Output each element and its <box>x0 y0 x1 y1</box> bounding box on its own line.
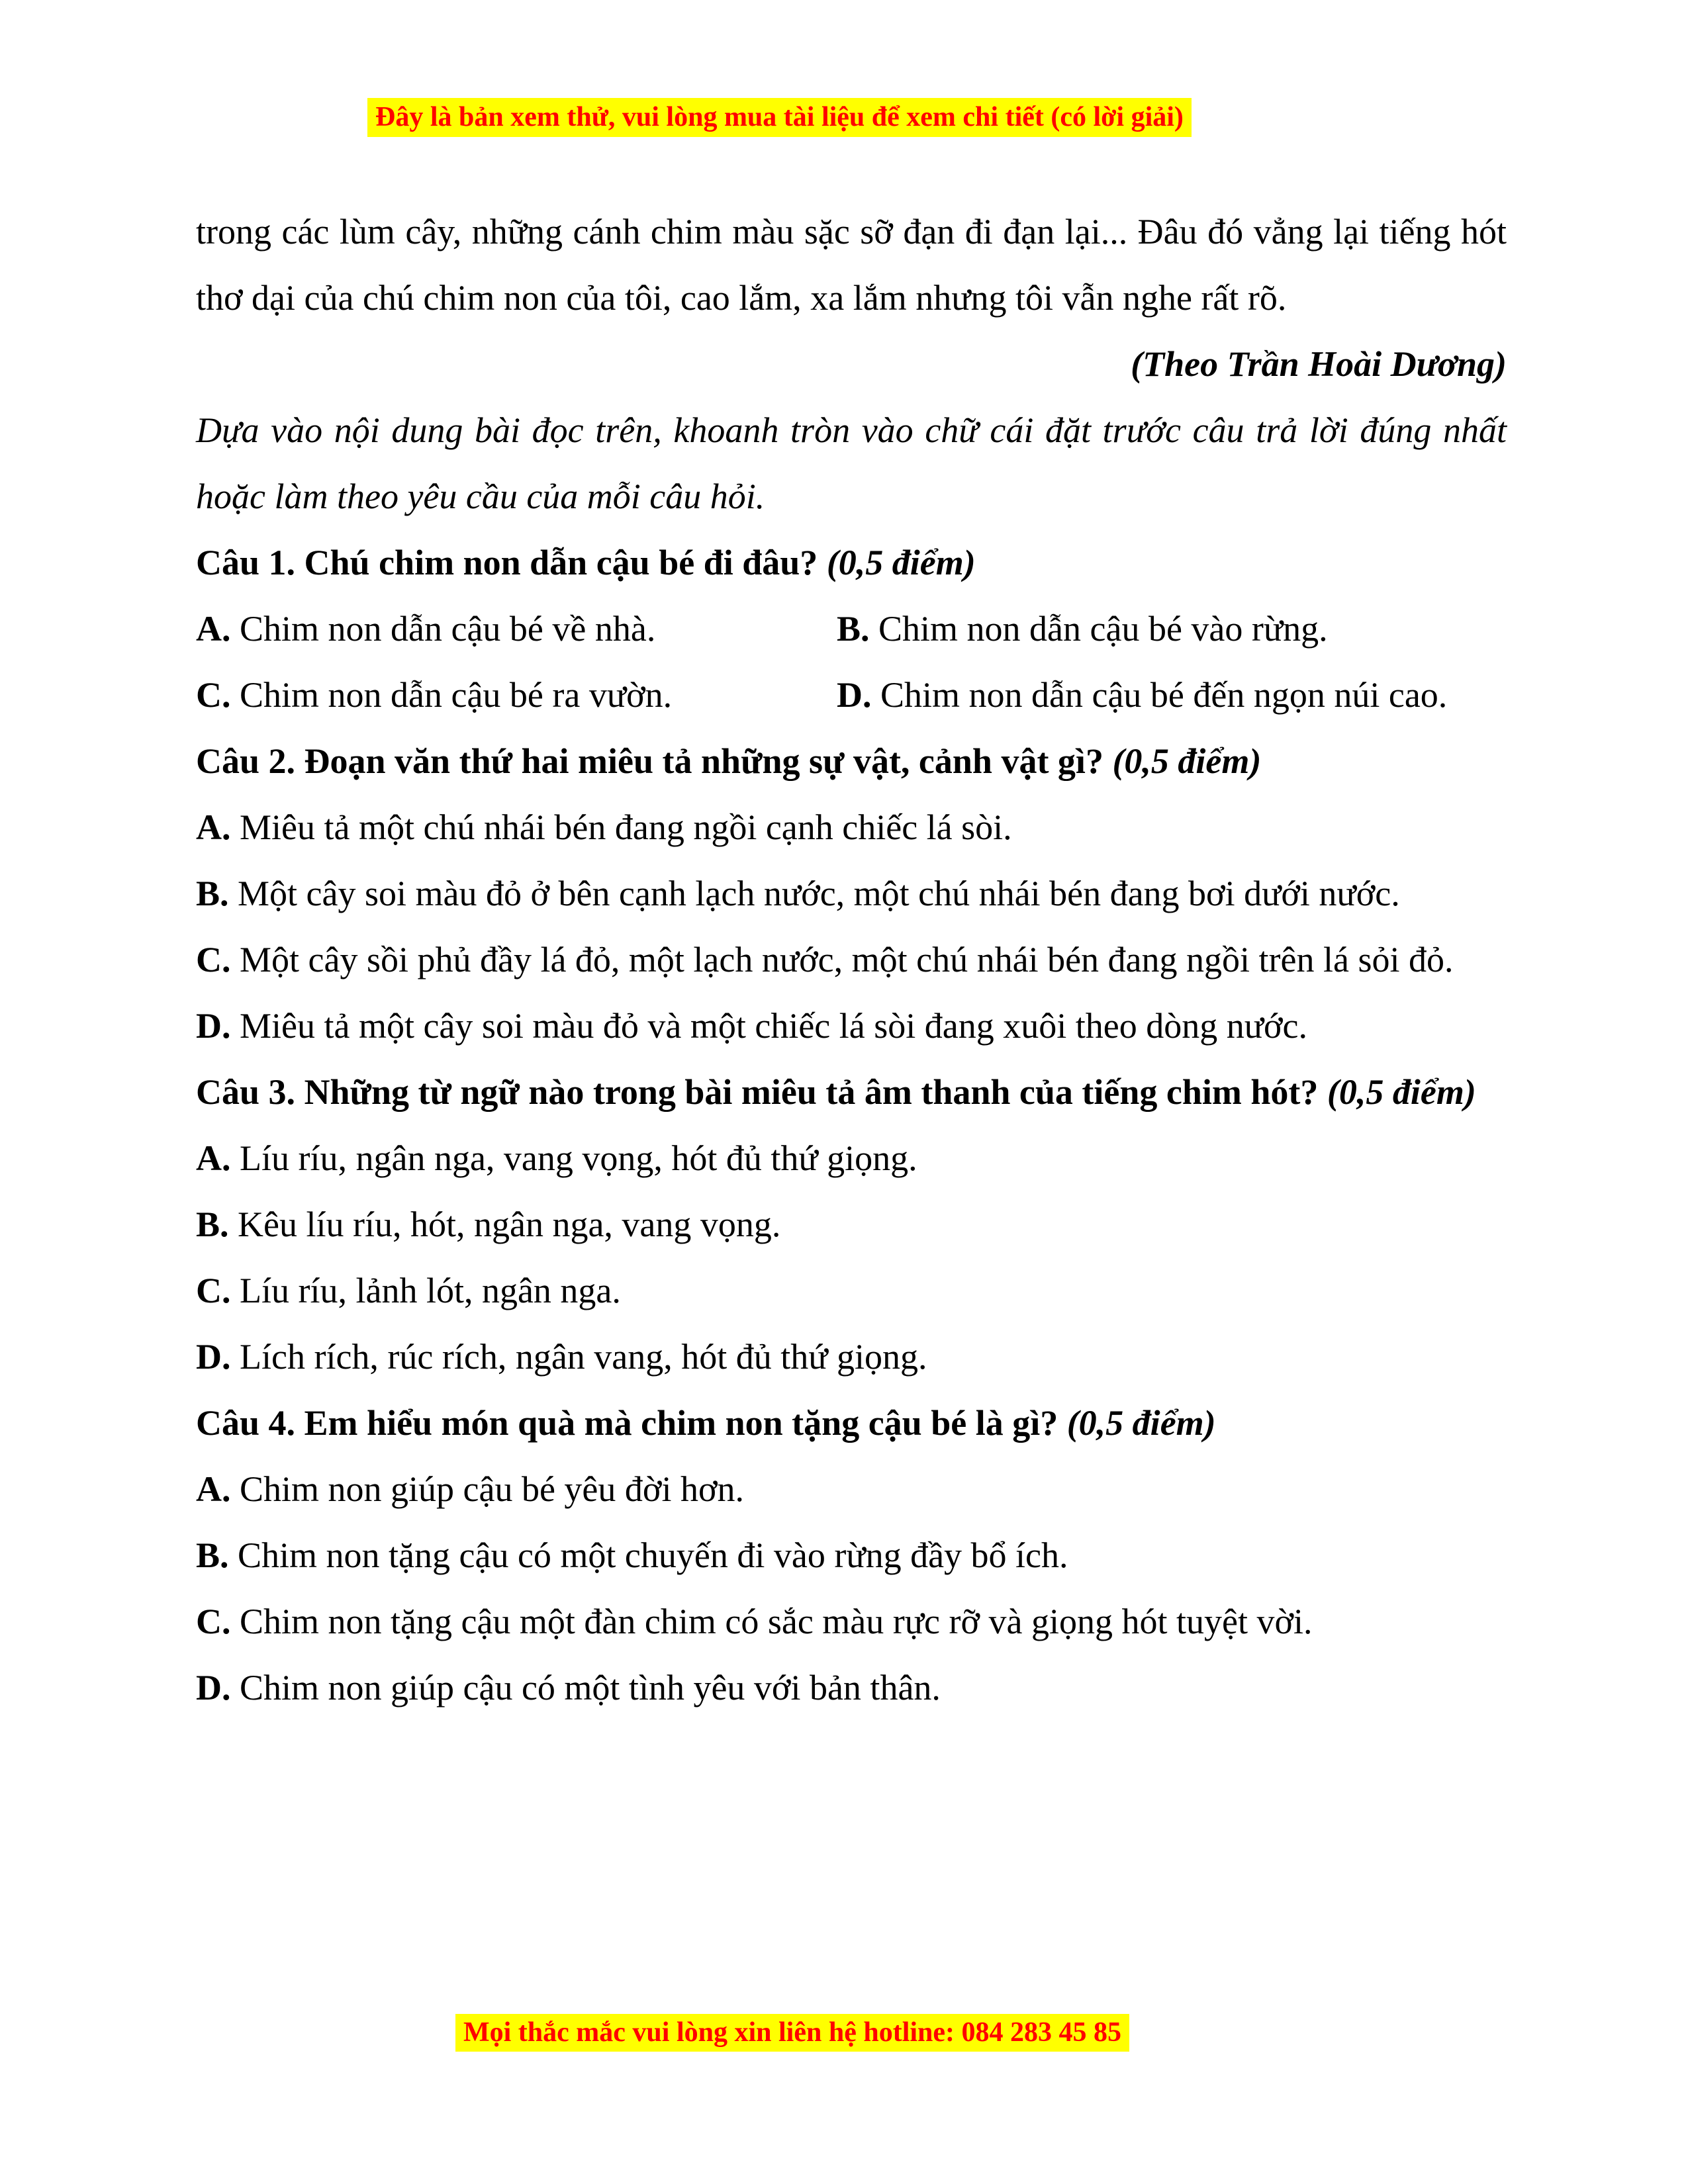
option-letter: B. <box>196 1205 229 1244</box>
question-3-points: (0,5 điểm) <box>1327 1072 1476 1112</box>
option-text: Chim non giúp cậu có một tình yêu với bản thân. <box>240 1668 941 1707</box>
passage-paragraph: trong các lùm cây, những cánh chim màu sặc sỡ đạn đi đạn lại... Đâu đó vẳng lại tiếng hót thơ dại của chú chim non của tôi, cao lắm, xa lắm nhưng tôi vẫn nghe rất rõ. <box>196 212 1507 318</box>
question-1-option-d <box>837 662 1507 728</box>
option-text: Một cây sồi phủ đầy lá đỏ, một lạch nước, một chú nhái bén đang ngồi trên lá sỏi đỏ. <box>240 940 1454 979</box>
question-1-points: (0,5 điểm) <box>826 543 976 582</box>
option-letter: D. <box>196 1668 231 1707</box>
hotline-banner: Mọi thắc mắc vui lòng xin liên hệ hotline: 084 283 45 85 <box>455 2014 1129 2052</box>
question-3 <box>196 1059 1507 1390</box>
question-3-heading <box>196 1059 1507 1125</box>
option-text: Kêu líu ríu, hót, ngân nga, vang vọng. <box>238 1205 781 1244</box>
question-3-label: Câu 3. <box>196 1072 296 1112</box>
question-4-label: Câu 4. <box>196 1403 296 1443</box>
option-letter: D. <box>837 675 872 715</box>
question-1 <box>196 529 1507 728</box>
question-1-heading <box>196 529 1507 596</box>
question-1-text: Chú chim non dẫn cậu bé đi đâu? <box>304 543 818 582</box>
option-text: Chim non giúp cậu bé yêu đời hơn. <box>240 1469 745 1509</box>
question-1-options <box>196 596 1507 728</box>
question-4-heading <box>196 1390 1507 1456</box>
option-text: Líu ríu, lảnh lót, ngân nga. <box>240 1271 621 1310</box>
option-text: Líu ríu, ngân nga, vang vọng, hót đủ thứ giọng. <box>240 1138 917 1178</box>
option-text: Lích rích, rúc rích, ngân vang, hót đủ thứ giọng. <box>240 1337 927 1377</box>
option-text: Chim non dẫn cậu bé đến ngọn núi cao. <box>880 675 1448 715</box>
instructions-text: Dựa vào nội dung bài đọc trên, khoanh tròn vào chữ cái đặt trước câu trả lời đúng nhất hoặc làm theo yêu cầu của mỗi câu hỏi. <box>196 410 1507 516</box>
option-letter: D. <box>196 1006 231 1046</box>
option-text: Chim non tặng cậu có một chuyến đi vào rừng đầy bổ ích. <box>238 1535 1068 1575</box>
question-4-text: Em hiểu món quà mà chim non tặng cậu bé là gì? <box>304 1403 1058 1443</box>
option-letter: A. <box>196 807 231 847</box>
question-3-option-a <box>196 1125 1507 1191</box>
question-2-option-a <box>196 794 1507 860</box>
question-4-option-c <box>196 1588 1507 1655</box>
question-3-option-d <box>196 1324 1507 1390</box>
passage-attribution: (Theo Trần Hoài Dương) <box>1131 344 1507 384</box>
option-letter: C. <box>196 1602 231 1641</box>
question-1-option-c <box>196 662 837 728</box>
question-2-label: Câu 2. <box>196 741 296 781</box>
option-letter: C. <box>196 940 231 979</box>
question-2-text: Đoạn văn thứ hai miêu tả những sự vật, cảnh vật gì? <box>304 741 1103 781</box>
option-text: Miêu tả một cây soi màu đỏ và một chiếc lá sòi đang xuôi theo dòng nước. <box>240 1006 1307 1046</box>
option-letter: B. <box>837 609 870 649</box>
question-4 <box>196 1390 1507 1721</box>
question-2-points: (0,5 điểm) <box>1112 741 1262 781</box>
option-letter: C. <box>196 675 231 715</box>
question-4-option-a <box>196 1456 1507 1522</box>
option-text: Miêu tả một chú nhái bén đang ngồi cạnh chiếc lá sòi. <box>240 807 1012 847</box>
option-text: Chim non tặng cậu một đàn chim có sắc màu rực rỡ và giọng hót tuyệt vời. <box>240 1602 1313 1641</box>
option-letter: A. <box>196 609 231 649</box>
question-1-label: Câu 1. <box>196 543 296 582</box>
question-2-option-b <box>196 860 1507 927</box>
question-3-option-c <box>196 1257 1507 1324</box>
question-1-option-a <box>196 596 837 662</box>
question-4-points: (0,5 điểm) <box>1066 1403 1216 1443</box>
preview-notice-banner: Đây là bản xem thử, vui lòng mua tài liệu để xem chi tiết (có lời giải) <box>367 98 1192 137</box>
question-3-text: Những từ ngữ nào trong bài miêu tả âm thanh của tiếng chim hót? <box>304 1072 1319 1112</box>
question-1-option-b <box>837 596 1507 662</box>
document-content <box>196 199 1507 1721</box>
option-letter: B. <box>196 1535 229 1575</box>
option-letter: A. <box>196 1138 231 1178</box>
option-letter: A. <box>196 1469 231 1509</box>
option-letter: C. <box>196 1271 231 1310</box>
option-letter: B. <box>196 874 229 913</box>
option-text: Chim non dẫn cậu bé ra vườn. <box>240 675 673 715</box>
question-3-option-b <box>196 1191 1507 1257</box>
question-4-option-d <box>196 1655 1507 1721</box>
option-text: Chim non dẫn cậu bé vào rừng. <box>878 609 1328 649</box>
option-text: Chim non dẫn cậu bé về nhà. <box>240 609 656 649</box>
question-2 <box>196 728 1507 1059</box>
option-letter: D. <box>196 1337 231 1377</box>
question-2-heading <box>196 728 1507 794</box>
question-2-option-d <box>196 993 1507 1059</box>
option-text: Một cây soi màu đỏ ở bên cạnh lạch nước, một chú nhái bén đang bơi dưới nước. <box>238 874 1400 913</box>
question-4-option-b <box>196 1522 1507 1588</box>
question-2-option-c <box>196 927 1507 993</box>
